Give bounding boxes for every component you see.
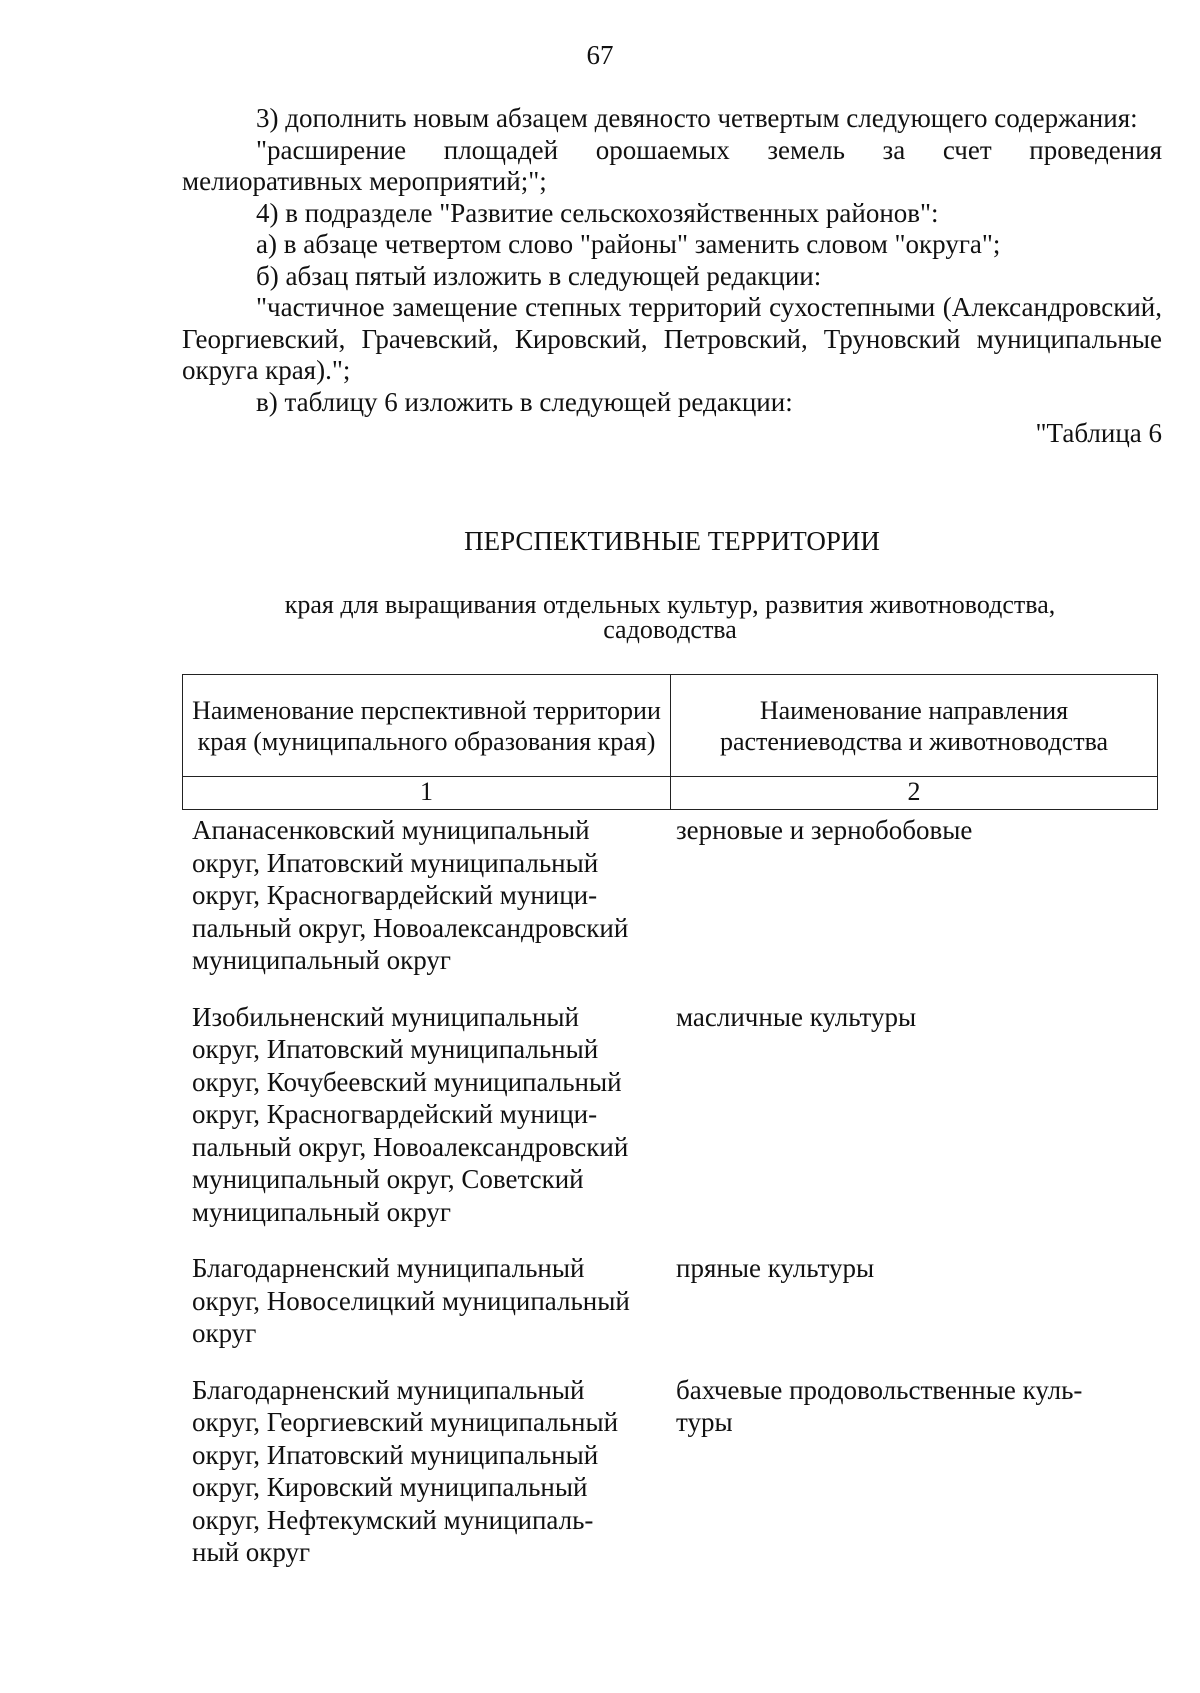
paragraph: 3) дополнить новым абзацем девяносто четвертым следующего содержания: xyxy=(256,103,1138,133)
cell-line: округ, Кочубеевский муниципальный xyxy=(192,1066,622,1097)
cell-line: масличные культуры xyxy=(676,1001,917,1032)
cell-line: муниципальный округ xyxy=(192,1196,451,1227)
cell-line: пальный округ, Новоалександровский xyxy=(192,1131,629,1162)
table-row xyxy=(182,814,1158,977)
direction-cell xyxy=(664,1374,1158,1569)
header-territory: Наименование перспективной территории края (муниципального образования края) xyxy=(183,675,671,776)
cell-line: зерновые и зернобобовые xyxy=(676,815,973,845)
cell-line: округ, Красногвардейский муници- xyxy=(192,1099,598,1129)
column-number-1: 1 xyxy=(183,777,671,809)
cell-line: округ, Ипатовский муниципальный xyxy=(192,847,599,878)
cell-line: Апанасенковский муниципальный xyxy=(192,815,590,845)
table-subheading: края для выращивания отдельных культур, развития животноводства, садоводства xyxy=(284,590,1056,644)
direction-cell xyxy=(664,1001,1158,1229)
cell-line: пряные культуры xyxy=(676,1253,875,1283)
column-number-2: 2 xyxy=(907,777,921,806)
cell-line: пальный округ, Новоалександровский xyxy=(192,912,629,943)
table-row xyxy=(182,1374,1158,1569)
cell-line: округ, Новоселицкий муниципальный xyxy=(192,1285,630,1316)
cell-line: муниципальный округ, Советский xyxy=(192,1164,584,1194)
cell-line: округ xyxy=(192,1318,257,1348)
table-header-row xyxy=(182,674,1158,777)
header-direction: Наименование направления растениеводства и животноводства xyxy=(719,695,1109,756)
amendment-text xyxy=(182,103,1162,450)
cell-line: ный округ xyxy=(192,1537,311,1567)
table-label: "Таблица 6 xyxy=(1035,418,1162,448)
table-column-numbers xyxy=(182,777,1158,810)
cell-line: Благодарненский муниципальный xyxy=(192,1374,585,1405)
paragraph: а) в абзаце четвертом слово "районы" заменить словом "округа"; xyxy=(256,229,1001,259)
table-row xyxy=(182,1252,1158,1350)
cell-line: Изобильненский муниципальный xyxy=(192,1001,579,1032)
cell-line: округ, Георгиевский муниципальный xyxy=(192,1407,619,1437)
cell-line: округ, Красногвардейский муници- xyxy=(192,880,598,910)
territory-cell xyxy=(182,814,664,977)
table-body xyxy=(182,814,1158,1593)
paragraph: 4) в подразделе "Развитие сельскохозяйственных районов": xyxy=(256,197,939,228)
territory-cell xyxy=(182,1252,664,1350)
paragraph: б) абзац пятый изложить в следующей редакции: xyxy=(256,260,822,291)
cell-line: бахчевые продовольственные куль- xyxy=(676,1374,1083,1405)
page-number: 67 xyxy=(586,40,614,70)
cell-line: округ, Нефтекумский муниципаль- xyxy=(192,1504,594,1535)
territory-cell xyxy=(182,1001,664,1229)
table-row xyxy=(182,1001,1158,1229)
territory-cell xyxy=(182,1374,664,1569)
table-heading: ПЕРСПЕКТИВНЫЕ ТЕРРИТОРИИ xyxy=(464,526,880,556)
cell-line: туры xyxy=(676,1407,733,1437)
paragraph: в) таблицу 6 изложить в следующей редакции: xyxy=(256,386,793,417)
paragraph: "частичное замещение степных территорий сухостепными (Александровский, Георгиевский, Грачевский, Кировский, Петровский, Труновский муниципальные округа края)."; xyxy=(182,292,1162,385)
cell-line: округ, Кировский муниципальный xyxy=(192,1472,588,1502)
cell-line: муниципальный округ xyxy=(192,945,451,975)
paragraph: "расширение площадей орошаемых земель за счет проведения мелиоративных мероприятий;"; xyxy=(182,134,1162,196)
direction-cell xyxy=(664,1252,1158,1350)
cell-line: Благодарненский муниципальный xyxy=(192,1253,585,1283)
direction-cell xyxy=(664,814,1158,977)
cell-line: округ, Ипатовский муниципальный xyxy=(192,1034,599,1064)
cell-line: округ, Ипатовский муниципальный xyxy=(192,1439,599,1470)
